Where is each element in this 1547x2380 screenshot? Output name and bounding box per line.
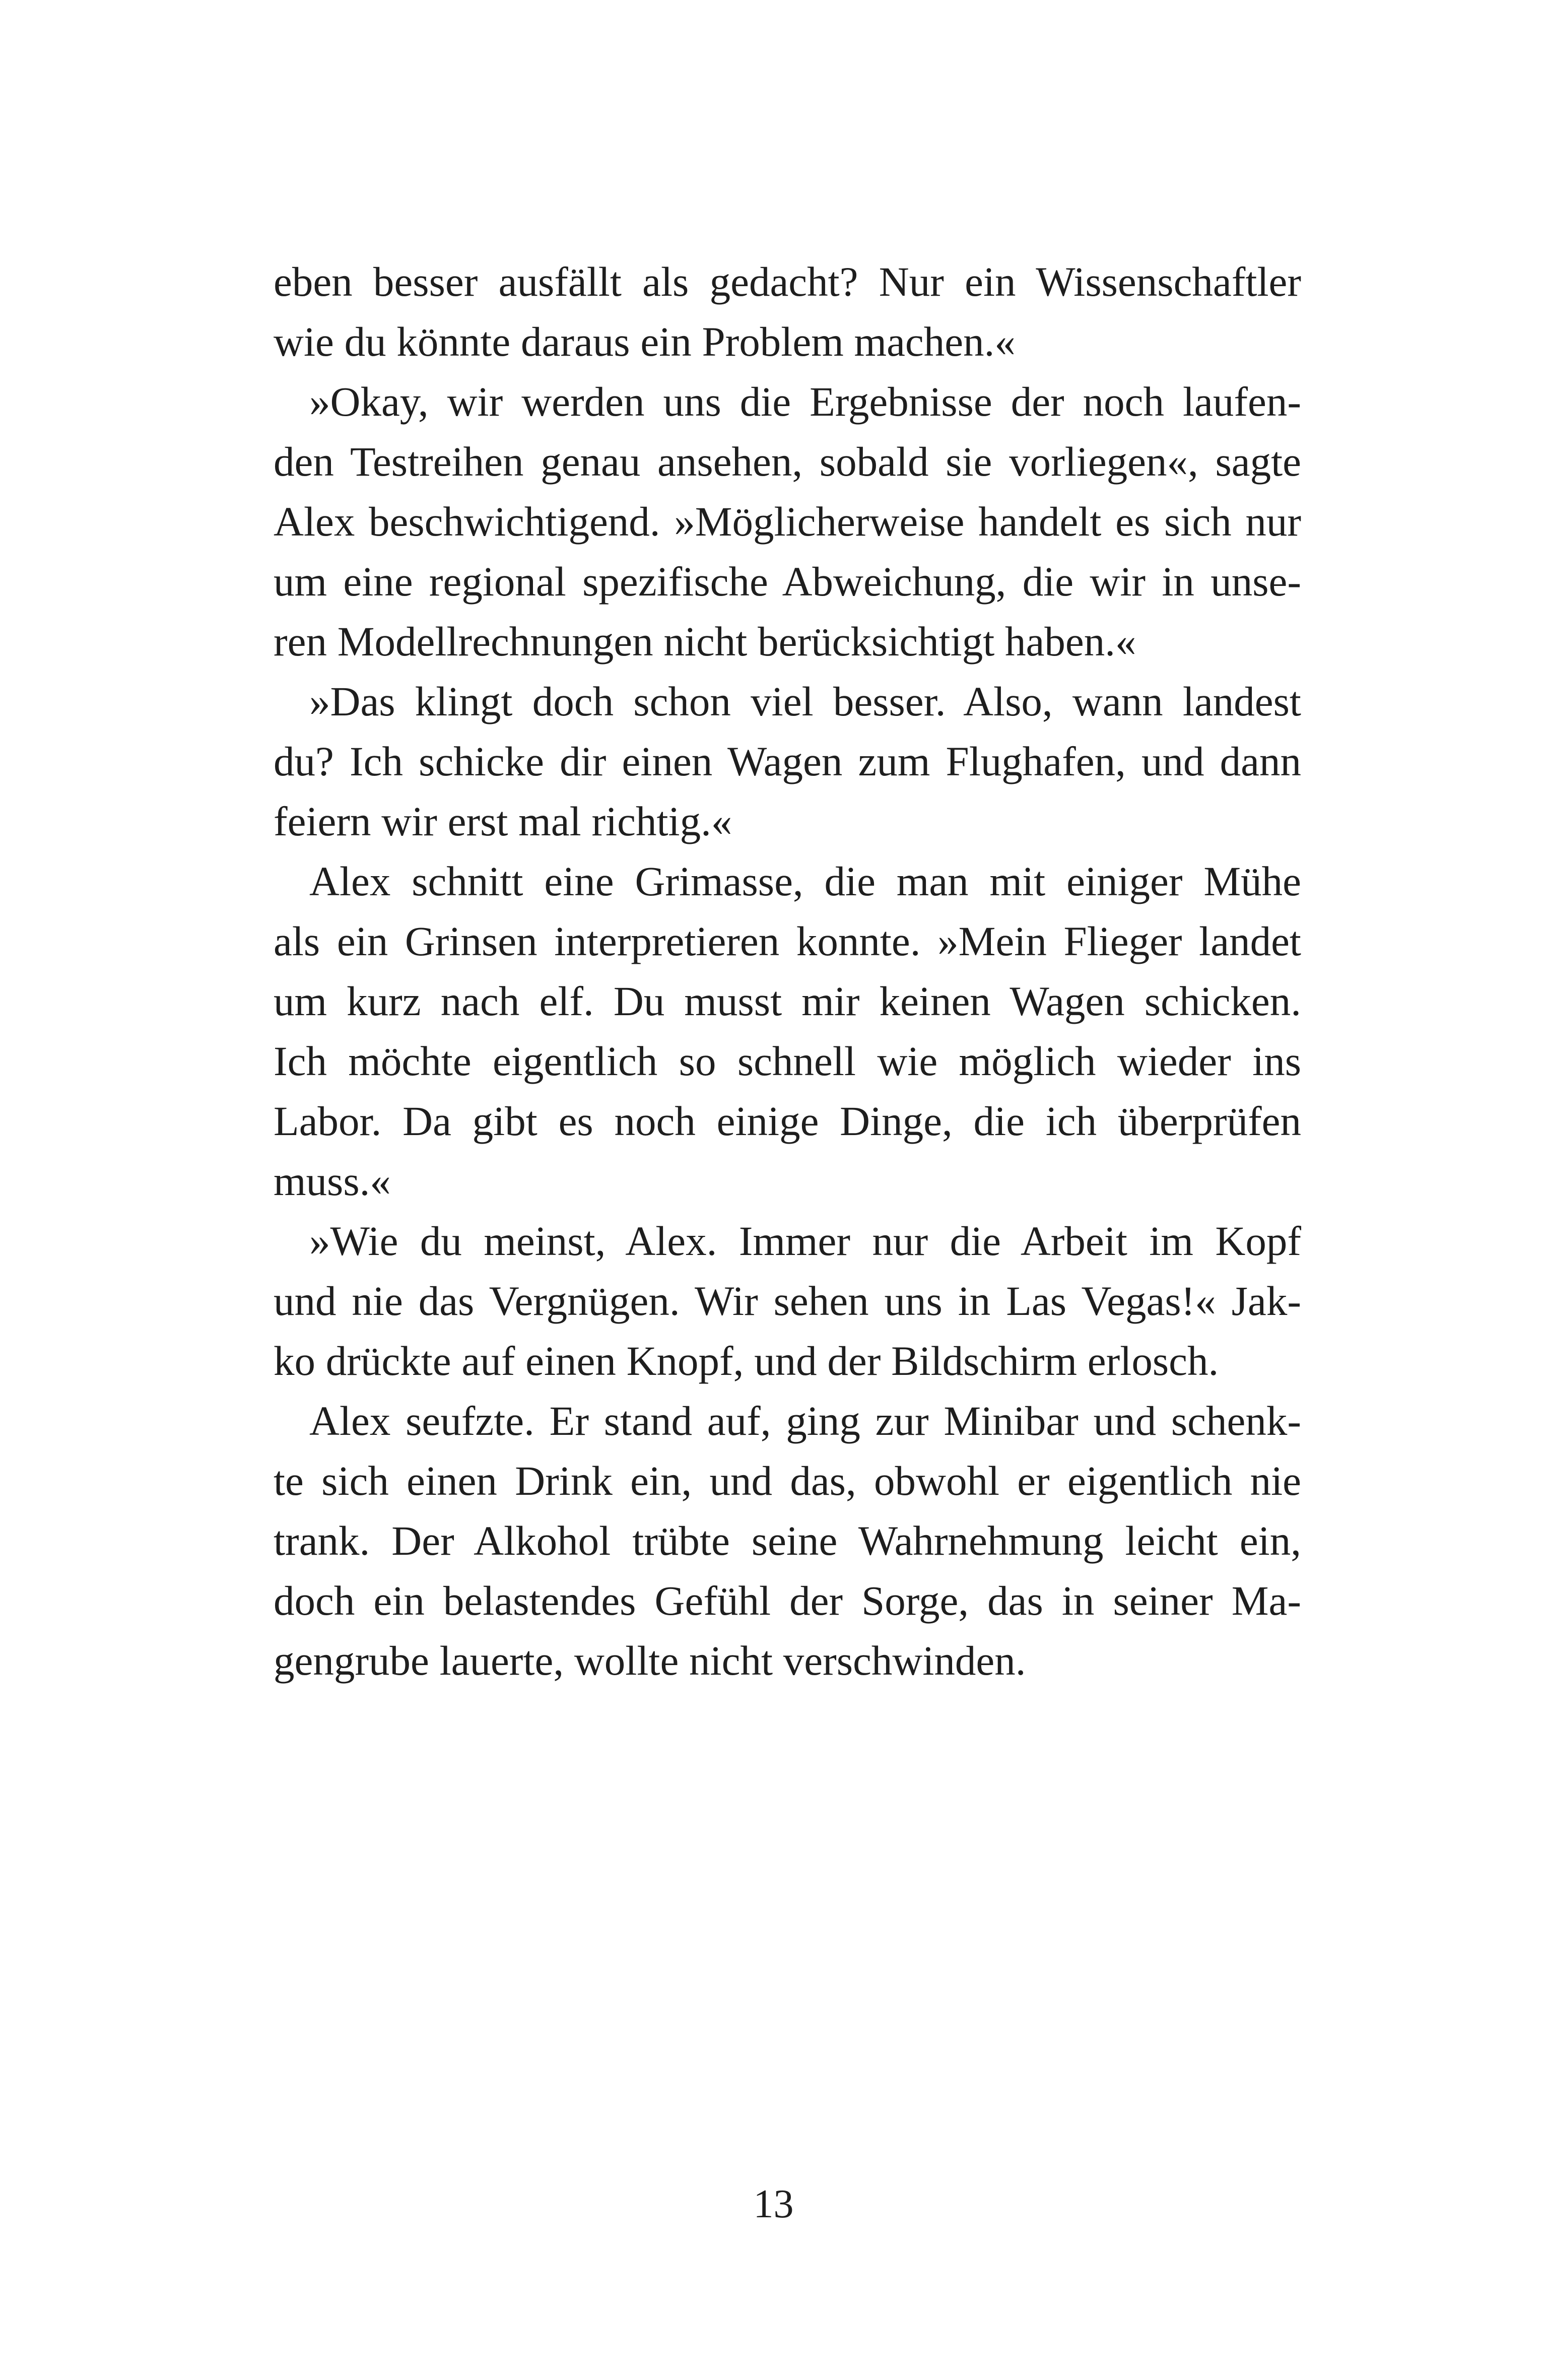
text-line: gengrube lauerte, wollte nicht verschwinden. — [274, 1637, 1026, 1684]
text-line: trank. Der Alkohol trübte seine Wahrnehmung leicht ein, — [274, 1517, 1301, 1564]
text-line: muss.« — [274, 1158, 391, 1204]
text-line: als ein Grinsen interpretieren konnte. »Mein Flieger landet — [274, 918, 1301, 964]
text-line: du? Ich schicke dir einen Wagen zum Flughafen, und dann — [274, 738, 1301, 784]
text-line: feiern wir erst mal richtig.« — [274, 798, 732, 844]
page-number: 13 — [753, 2182, 794, 2226]
text-line: doch ein belastendes Gefühl der Sorge, das in seiner Ma- — [274, 1577, 1301, 1624]
text-line: »Wie du meinst, Alex. Immer nur die Arbeit im Kopf — [309, 1218, 1301, 1264]
text-line: Alex schnitt eine Grimasse, die man mit einiger Mühe — [309, 858, 1301, 904]
text-line: um eine regional spezifische Abweichung, die wir in unse- — [274, 558, 1301, 605]
text-line: und nie das Vergnügen. Wir sehen uns in Las Vegas!« Jak- — [274, 1278, 1301, 1324]
text-line: eben besser ausfällt als gedacht? Nur ein Wissenschaftler — [274, 258, 1301, 305]
text-line: Alex beschwichtigend. »Möglicherweise handelt es sich nur — [274, 498, 1301, 545]
text-line: wie du könnte daraus ein Problem machen.« — [274, 318, 1016, 365]
text-line: den Testreihen genau ansehen, sobald sie vorliegen«, sagte — [274, 438, 1301, 485]
text-line: ko drückte auf einen Knopf, und der Bildschirm erlosch. — [274, 1338, 1219, 1384]
text-line: Alex seufzte. Er stand auf, ging zur Minibar und schenk- — [309, 1398, 1301, 1444]
text-line: Ich möchte eigentlich so schnell wie möglich wieder ins — [274, 1038, 1301, 1084]
text-line: ren Modellrechnungen nicht berücksichtigt haben.« — [274, 618, 1136, 665]
text-line: um kurz nach elf. Du musst mir keinen Wagen schicken. — [274, 978, 1301, 1024]
text-line: »Das klingt doch schon viel besser. Also, wann landest — [309, 678, 1301, 724]
text-line: »Okay, wir werden uns die Ergebnisse der noch laufen- — [309, 378, 1301, 425]
text-line: te sich einen Drink ein, und das, obwohl er eigentlich nie — [274, 1458, 1301, 1504]
body-text — [274, 252, 1301, 1691]
text-line: Labor. Da gibt es noch einige Dinge, die ich überprüfen — [274, 1098, 1301, 1144]
